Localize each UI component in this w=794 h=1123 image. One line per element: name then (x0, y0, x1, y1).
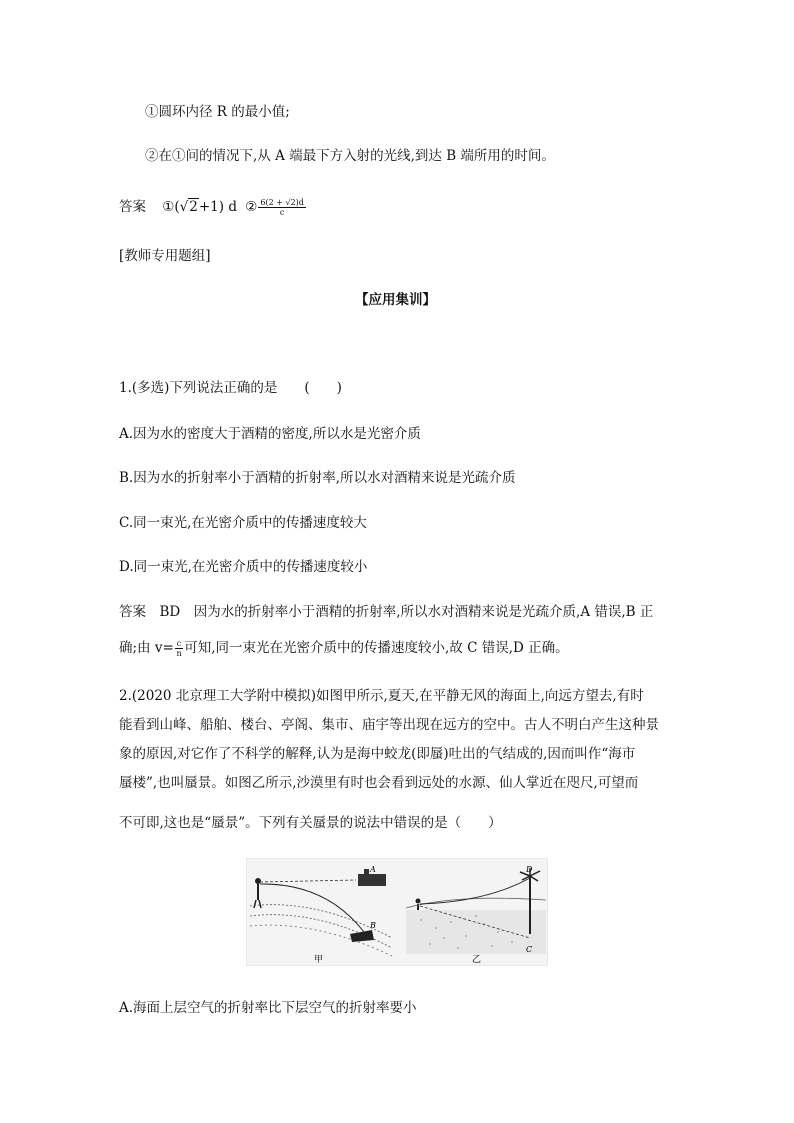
answer-fraction: $\frac{6(2 + √2)d}{c}$ (260, 198, 304, 217)
label-a: A (370, 865, 376, 874)
answer-previous: 答案 ①(√2+1) d ② $\frac{6(2 + √2)d}{c}$ (119, 198, 304, 217)
q1-option-b: B.因为水的折射率小于酒精的折射率,所以水对酒精来说是光疏介质 (119, 470, 516, 486)
subquestion-2: ②在①问的情况下,从 A 端最下方入射的光线,到达 B 端所用的时间。 (145, 148, 555, 164)
q2-line-2: 能看到山峰、船舶、楼台、亭阁、集市、庙宇等出现在远方的空中。古人不明白产生这种景 (119, 717, 659, 733)
q1-answer-line2: 确;由 v= $\frac{c}{n}$ 可知,同一束光在光密介质中的传播速度较小,故 C 错误,D 正确。 (119, 639, 569, 658)
caption-left: 甲 (314, 955, 324, 965)
mirage-diagram (246, 858, 548, 966)
q2-line-4: 蜃楼”,也叫蜃景。如图乙所示,沙漠里有时也会看到远处的水源、仙人掌近在咫尺,可望而 (119, 775, 639, 791)
label-c: C (526, 945, 533, 954)
label-d: D (526, 865, 533, 874)
caption-right: 乙 (472, 955, 482, 965)
q2-line-3: 象的原因,对它作了不科学的解释,认为是海中蛟龙(即蜃)吐出的气结成的,因而叫作“海市 (119, 746, 636, 762)
q2-line-5: 不可即,这也是“蜃景”。下列有关蜃景的说法中错误的是（ ） (119, 815, 502, 831)
answer-label: 答案 (119, 199, 146, 215)
q1-option-a: A.因为水的密度大于酒精的密度,所以水是光密介质 (119, 426, 421, 442)
label-b: B (370, 921, 376, 930)
q1-option-d: D.同一束光,在光密介质中的传播速度较小 (119, 559, 368, 575)
q1-stem: 1.(多选)下列说法正确的是 ( ) (119, 380, 342, 396)
mirage-figure (246, 858, 548, 966)
q1-answer-line1: 答案 BD 因为水的折射率小于酒精的折射率,所以水对酒精来说是光疏介质,A 错误,B 正 (119, 604, 654, 620)
section-title: 【应用集训】 (355, 292, 436, 308)
q2-line-1: 2.(2020 北京理工大学附中模拟)如图甲所示,夏天,在平静无风的海面上,向远方望去,有时 (119, 688, 644, 704)
q1-option-c: C.同一束光,在光密介质中的传播速度较大 (119, 515, 367, 531)
teacher-group-heading: [教师专用题组] (119, 248, 211, 264)
q2-option-a: A.海面上层空气的折射率比下层空气的折射率要小 (119, 1000, 417, 1016)
speed-fraction: $\frac{c}{n}$ (176, 639, 182, 658)
subquestion-1: ①圆环内径 R 的最小值; (145, 104, 290, 120)
